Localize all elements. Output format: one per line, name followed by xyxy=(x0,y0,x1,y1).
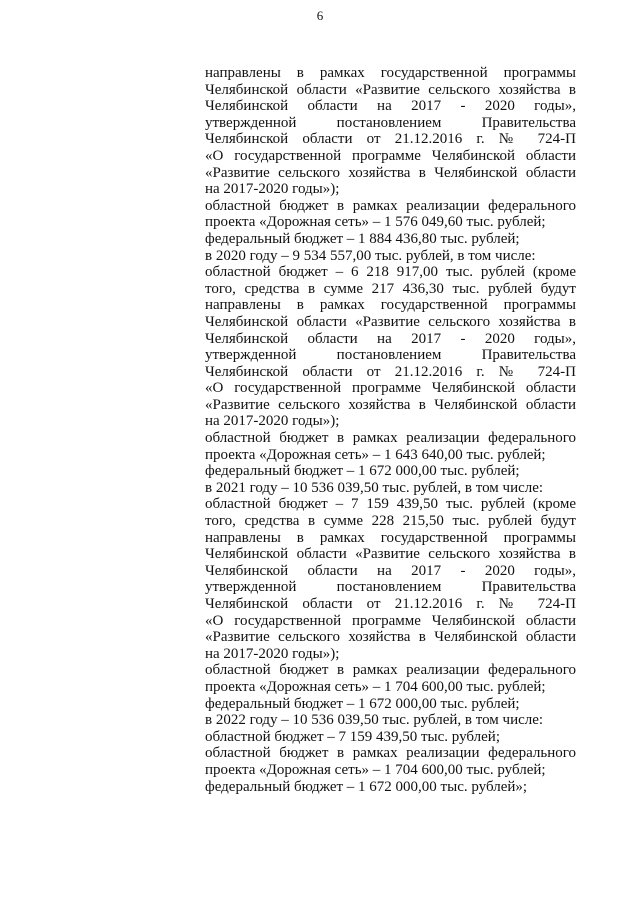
text-line: «Развитие сельского хозяйства в Челябинской области xyxy=(205,164,576,181)
text-line: того, средства в сумме 228 215,50 тыс. рублей будут xyxy=(205,513,576,530)
text-line: направлены в рамках государственной программы xyxy=(205,529,576,546)
text-line: в 2021 году – 10 536 039,50 тыс. рублей, в том числе: xyxy=(205,479,544,496)
text-line: Челябинской области от 21.12.2016 г. № 724-П xyxy=(205,596,576,612)
text-line: областной бюджет в рамках реализации федерального xyxy=(205,197,576,214)
text-line: Челябинской области «Развитие сельского хозяйства в xyxy=(205,81,576,98)
text-line: федеральный бюджет – 1 672 000,00 тыс. рублей; xyxy=(205,695,520,712)
text-line: на 2017-2020 годы»); xyxy=(205,181,340,198)
text-line: областной бюджет в рамках реализации федерального xyxy=(205,662,576,679)
text-line: «Развитие сельского хозяйства в Челябинской области xyxy=(205,629,576,646)
text-line: федеральный бюджет – 1 884 436,80 тыс. рублей; xyxy=(205,230,520,247)
text-line: в 2022 году – 10 536 039,50 тыс. рублей, в том числе: xyxy=(205,712,544,729)
text-line: Челябинской области на 2017 - 2020 годы», xyxy=(205,562,576,579)
text-line: Челябинской области на 2017 - 2020 годы», xyxy=(205,330,576,347)
text-line: Челябинской области «Развитие сельского хозяйства в xyxy=(205,546,576,563)
text-line: «О государственной программе Челябинской области xyxy=(205,380,576,397)
text-line: на 2017-2020 годы»); xyxy=(205,413,340,430)
text-line: Челябинской области от 21.12.2016 г. № 724-П xyxy=(205,363,576,380)
text-line: «О государственной программе Челябинской области xyxy=(205,612,576,629)
text-line: Челябинской области от 21.12.2016 г. № 724-П xyxy=(205,131,576,148)
document-body xyxy=(205,65,576,795)
text-line: областной бюджет – 6 218 917,00 тыс. рублей (кроме xyxy=(205,264,576,281)
text-line: на 2017-2020 годы»); xyxy=(205,645,340,662)
text-line: утвержденной постановлением Правительства xyxy=(205,347,576,364)
text-line: федеральный бюджет – 1 672 000,00 тыс. рублей»; xyxy=(205,778,528,795)
text-line: направлены в рамках государственной программы xyxy=(205,297,576,314)
text-line: областной бюджет – 7 159 439,50 тыс. рублей (кроме xyxy=(205,496,576,513)
text-line: проекта «Дорожная сеть» – 1 576 049,60 тыс. рублей; xyxy=(205,214,546,231)
text-line: Челябинской области «Развитие сельского хозяйства в xyxy=(205,313,576,330)
text-line: областной бюджет – 7 159 439,50 тыс. рублей; xyxy=(205,728,500,745)
text-line: «О государственной программе Челябинской области xyxy=(205,147,576,164)
text-line: в 2020 году – 9 534 557,00 тыс. рублей, в том числе: xyxy=(205,247,536,264)
text-line: Челябинской области на 2017 - 2020 годы», xyxy=(205,98,576,115)
text-line: проекта «Дорожная сеть» – 1 704 600,00 тыс. рублей; xyxy=(205,678,546,695)
text-line: «Развитие сельского хозяйства в Челябинской области xyxy=(205,396,576,413)
text-line: того, средства в сумме 217 436,30 тыс. рублей будут xyxy=(205,280,576,297)
text-line: утвержденной постановлением Правительства xyxy=(205,114,576,131)
text-line: областной бюджет в рамках реализации федерального xyxy=(205,745,576,762)
text-line: утвержденной постановлением Правительства xyxy=(205,579,576,596)
text-line: направлены в рамках государственной программы xyxy=(205,65,576,81)
text-line: проекта «Дорожная сеть» – 1 704 600,00 тыс. рублей; xyxy=(205,761,546,778)
page-number: 6 xyxy=(316,8,324,23)
text-line: проекта «Дорожная сеть» – 1 643 640,00 тыс. рублей; xyxy=(205,446,546,463)
text-line: федеральный бюджет – 1 672 000,00 тыс. рублей; xyxy=(205,463,520,480)
text-line: областной бюджет в рамках реализации федерального xyxy=(205,430,576,447)
